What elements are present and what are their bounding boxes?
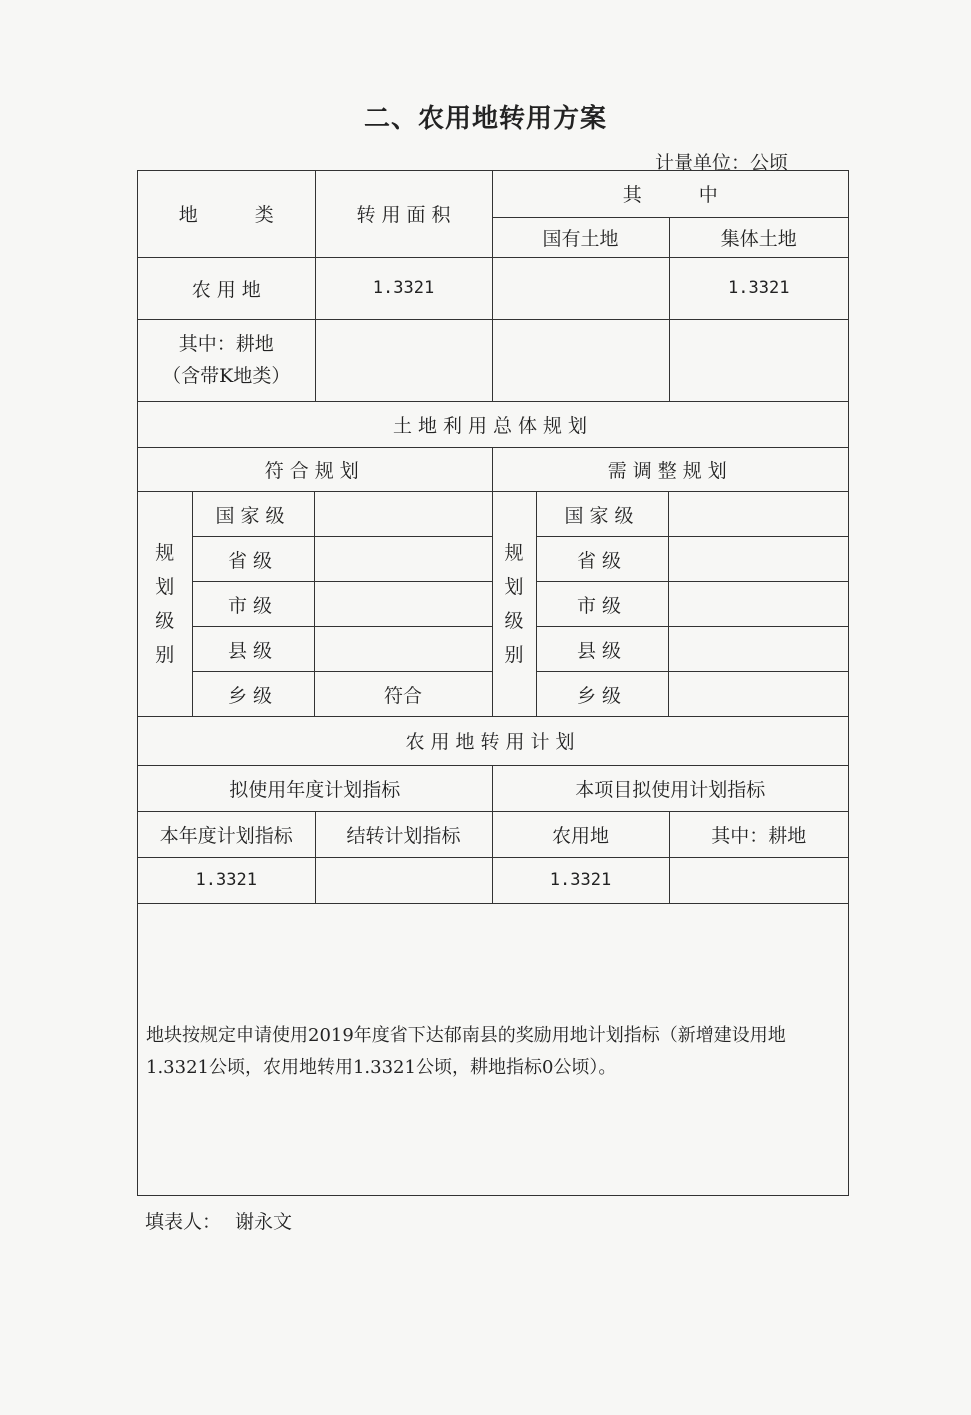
level-char: 规: [155, 542, 175, 564]
row-farmland-state: [492, 257, 669, 319]
project-plan-header: 本项目拟使用计划指标: [492, 765, 848, 811]
level-char: 级: [504, 610, 524, 632]
conversion-plan-title: 农用地转用计划: [138, 717, 848, 765]
row-cultivated-collective: [669, 319, 848, 401]
planning-title: 土地利用总体规划: [138, 402, 848, 448]
level-char: 规: [504, 542, 524, 564]
land-area-table: [138, 171, 848, 402]
value-carry-over: [315, 857, 492, 903]
adjust-value-national: [668, 492, 848, 537]
header-cultivated: 其中：耕地: [669, 811, 848, 857]
adjust-value-city: [668, 582, 848, 627]
adjust-level-label: [492, 492, 536, 717]
conform-value-county: [314, 627, 492, 672]
value-farmland: 1.3321: [492, 857, 669, 903]
adjust-value-township: [668, 672, 848, 717]
planning-table: [138, 402, 848, 718]
value-this-year: 1.3321: [138, 857, 315, 903]
header-this-year: 本年度计划指标: [138, 811, 315, 857]
filler-label: 填表人：: [145, 1211, 222, 1233]
row-farmland-collective: 1.3321: [669, 257, 848, 319]
level-char: 划: [504, 576, 524, 598]
row-cultivated-label-line2: （含带K地类）: [162, 365, 291, 387]
form-sheet: [137, 170, 849, 1196]
adjust-level-city: 市级: [536, 582, 668, 627]
conform-header: 符合规划: [138, 448, 492, 492]
adjust-level-county: 县级: [536, 627, 668, 672]
conform-level-province: 省级: [192, 537, 314, 582]
adjust-value-province: [668, 537, 848, 582]
level-char: 级: [155, 610, 175, 632]
header-state-land: 国有土地: [492, 217, 669, 257]
row-farmland-label: 农 用 地: [138, 257, 315, 319]
header-land-type: 地 类: [138, 171, 315, 257]
header-carry-over: 结转计划指标: [315, 811, 492, 857]
conform-value-province: [314, 537, 492, 582]
adjust-value-county: [668, 627, 848, 672]
adjust-header: 需调整规划: [492, 448, 848, 492]
row-cultivated-state: [492, 319, 669, 401]
adjust-level-township: 乡级: [536, 672, 668, 717]
filler-name: 谢永文: [235, 1211, 293, 1233]
note-area: [138, 904, 848, 1192]
form-filler: [145, 1207, 292, 1234]
row-cultivated-label: [138, 319, 315, 401]
header-farmland: 农用地: [492, 811, 669, 857]
level-char: 别: [504, 644, 524, 666]
row-cultivated-label-line1: 其中：耕地: [178, 333, 274, 355]
conform-level-county: 县级: [192, 627, 314, 672]
header-collective-land: 集体土地: [669, 217, 848, 257]
conform-level-label: [138, 492, 192, 717]
conform-level-national: 国家级: [192, 492, 314, 537]
conform-value-township: 符合: [314, 672, 492, 717]
value-cultivated: [669, 857, 848, 903]
note-text: 地块按规定申请使用2019年度省下达郁南县的奖励用地计划指标（新增建设用地1.3321公顷，农用地转用1.3321公顷，耕地指标0公顷）。: [146, 1024, 786, 1078]
conform-value-national: [314, 492, 492, 537]
unit-label: 计量单位：公顷: [655, 152, 789, 174]
adjust-level-province: 省级: [536, 537, 668, 582]
page-title: 二、农用地转用方案: [363, 104, 607, 134]
conform-level-township: 乡级: [192, 672, 314, 717]
header-among: 其 中: [492, 171, 848, 217]
conform-level-city: 市级: [192, 582, 314, 627]
adjust-level-national: 国家级: [536, 492, 668, 537]
row-cultivated-area: [315, 319, 492, 401]
conversion-plan-table: [138, 717, 848, 904]
row-farmland-area: 1.3321: [315, 257, 492, 319]
conform-value-city: [314, 582, 492, 627]
annual-plan-header: 拟使用年度计划指标: [138, 765, 492, 811]
level-char: 别: [155, 644, 175, 666]
header-area: 转 用 面 积: [315, 171, 492, 257]
level-char: 划: [155, 576, 175, 598]
